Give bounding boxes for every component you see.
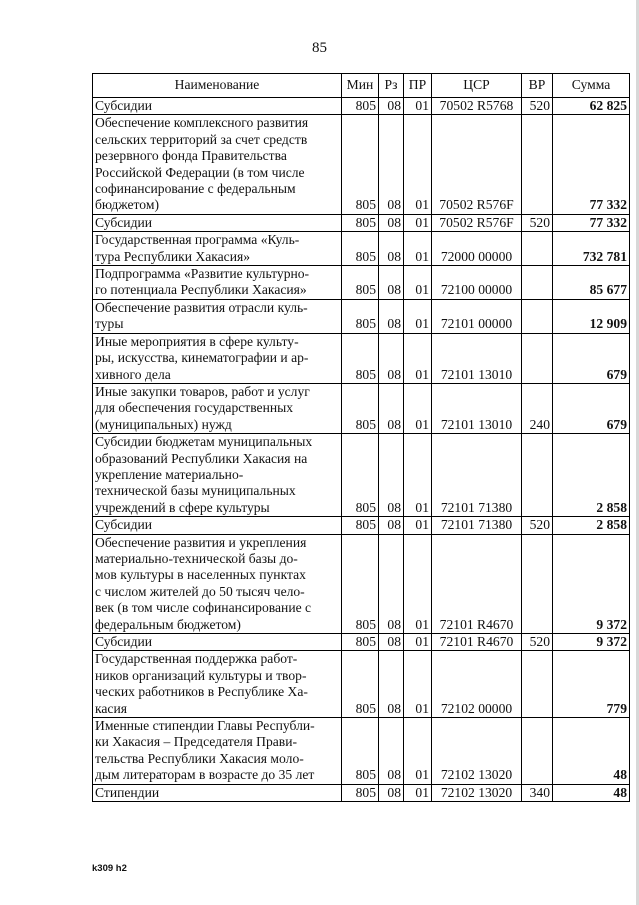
cell-min: 805 <box>342 784 379 801</box>
cell-vr <box>522 266 553 300</box>
table-row <box>93 232 630 266</box>
cell-vr <box>522 718 553 785</box>
cell-rz: 08 <box>379 534 404 633</box>
cell-vr <box>522 333 553 383</box>
cell-rz: 08 <box>379 434 404 517</box>
cell-vr <box>522 651 553 718</box>
cell-sum: 2 858 <box>553 434 630 517</box>
cell-rz: 08 <box>379 718 404 785</box>
cell-pr: 01 <box>404 383 432 433</box>
cell-pr: 01 <box>404 517 432 534</box>
cell-vr: 520 <box>522 634 553 651</box>
cell-rz: 08 <box>379 232 404 266</box>
cell-pr: 01 <box>404 634 432 651</box>
cell-csr: 72102 13020 <box>432 784 522 801</box>
table-row <box>93 634 630 651</box>
cell-sum: 77 332 <box>553 214 630 231</box>
table-header-row <box>93 74 630 98</box>
cell-sum: 2 858 <box>553 517 630 534</box>
cell-min: 805 <box>342 214 379 231</box>
cell-vr <box>522 299 553 333</box>
cell-pr: 01 <box>404 718 432 785</box>
cell-min: 805 <box>342 266 379 300</box>
cell-csr: 72102 00000 <box>432 651 522 718</box>
header-min: Мин <box>342 74 379 98</box>
cell-pr: 01 <box>404 299 432 333</box>
cell-name: Субсидии <box>93 517 342 534</box>
cell-pr: 01 <box>404 434 432 517</box>
cell-name: Стипендии <box>93 784 342 801</box>
cell-vr <box>522 115 553 214</box>
table-row <box>93 98 630 115</box>
cell-name: Иные закупки товаров, работ и услуг для обеспечения государственных (муниципальных) нужд <box>93 383 342 433</box>
header-vr: ВР <box>522 74 553 98</box>
cell-name: Субсидии <box>93 214 342 231</box>
cell-csr: 72101 R4670 <box>432 634 522 651</box>
cell-sum: 62 825 <box>553 98 630 115</box>
table-row <box>93 383 630 433</box>
table-row <box>93 434 630 517</box>
header-sum: Сумма <box>553 74 630 98</box>
cell-vr: 520 <box>522 517 553 534</box>
cell-csr: 72101 R4670 <box>432 534 522 633</box>
cell-pr: 01 <box>404 98 432 115</box>
header-name: Наименование <box>93 74 342 98</box>
table-row <box>93 784 630 801</box>
cell-name: Обеспечение комплексного развития сельских территорий за счет средств резервного фонда Правительства Российской Федерации (в том числе софинансирование с федеральным бюджетом) <box>93 115 342 214</box>
cell-rz: 08 <box>379 115 404 214</box>
cell-rz: 08 <box>379 98 404 115</box>
cell-sum: 12 909 <box>553 299 630 333</box>
cell-pr: 01 <box>404 651 432 718</box>
header-rz: Рз <box>379 74 404 98</box>
cell-min: 805 <box>342 634 379 651</box>
cell-vr: 340 <box>522 784 553 801</box>
budget-table <box>92 73 630 802</box>
header-pr: ПР <box>404 74 432 98</box>
cell-min: 805 <box>342 333 379 383</box>
table-row <box>93 214 630 231</box>
cell-rz: 08 <box>379 214 404 231</box>
table-row <box>93 333 630 383</box>
cell-csr: 70502 R576F <box>432 214 522 231</box>
cell-rz: 08 <box>379 299 404 333</box>
cell-rz: 08 <box>379 517 404 534</box>
cell-pr: 01 <box>404 115 432 214</box>
cell-sum: 48 <box>553 784 630 801</box>
table-row <box>93 651 630 718</box>
cell-vr: 520 <box>522 214 553 231</box>
table-row <box>93 718 630 785</box>
cell-sum: 679 <box>553 333 630 383</box>
cell-csr: 72101 71380 <box>432 517 522 534</box>
cell-min: 805 <box>342 232 379 266</box>
cell-vr <box>522 232 553 266</box>
cell-csr: 72100 00000 <box>432 266 522 300</box>
cell-sum: 732 781 <box>553 232 630 266</box>
cell-min: 805 <box>342 98 379 115</box>
cell-name: Государственная программа «Куль- тура Республики Хакасия» <box>93 232 342 266</box>
cell-pr: 01 <box>404 534 432 633</box>
table-row <box>93 517 630 534</box>
cell-name: Обеспечение развития и укрепления материально-технической базы до- мов культуры в населенных пунктах с числом жителей до 50 тысяч чело- век (в том числе софинансирование с федеральным бюджетом) <box>93 534 342 633</box>
cell-sum: 9 372 <box>553 634 630 651</box>
cell-name: Иные мероприятия в сфере культу- ры, искусства, кинематографии и ар- хивного дела <box>93 333 342 383</box>
page-number: 85 <box>312 40 327 56</box>
cell-rz: 08 <box>379 333 404 383</box>
cell-pr: 01 <box>404 232 432 266</box>
cell-min: 805 <box>342 517 379 534</box>
cell-name: Подпрограмма «Развитие культурно- го потенциала Республики Хакасия» <box>93 266 342 300</box>
cell-csr: 72102 13020 <box>432 718 522 785</box>
cell-min: 805 <box>342 534 379 633</box>
cell-csr: 70502 R576F <box>432 115 522 214</box>
footer-code: k309 h2 <box>92 863 127 874</box>
cell-min: 805 <box>342 115 379 214</box>
cell-name: Именные стипендии Главы Республи- ки Хакасия – Председателя Прави- тельства Республики Хакасия моло- дым литераторам в возрасте до 35 лет <box>93 718 342 785</box>
cell-name: Обеспечение развития отрасли куль- туры <box>93 299 342 333</box>
cell-vr: 520 <box>522 98 553 115</box>
cell-rz: 08 <box>379 784 404 801</box>
cell-csr: 72101 00000 <box>432 299 522 333</box>
cell-rz: 08 <box>379 383 404 433</box>
table-row <box>93 115 630 214</box>
cell-min: 805 <box>342 651 379 718</box>
cell-csr: 72101 71380 <box>432 434 522 517</box>
cell-rz: 08 <box>379 266 404 300</box>
cell-csr: 70502 R5768 <box>432 98 522 115</box>
cell-sum: 48 <box>553 718 630 785</box>
header-csr: ЦСР <box>432 74 522 98</box>
table-row <box>93 266 630 300</box>
cell-csr: 72101 13010 <box>432 383 522 433</box>
cell-name: Субсидии бюджетам муниципальных образований Республики Хакасия на укрепление материально- технической базы муниципальных учреждений в сфере культуры <box>93 434 342 517</box>
table-row <box>93 534 630 633</box>
cell-sum: 679 <box>553 383 630 433</box>
cell-name: Субсидии <box>93 98 342 115</box>
cell-rz: 08 <box>379 651 404 718</box>
cell-csr: 72000 00000 <box>432 232 522 266</box>
cell-csr: 72101 13010 <box>432 333 522 383</box>
cell-sum: 85 677 <box>553 266 630 300</box>
cell-pr: 01 <box>404 784 432 801</box>
cell-vr <box>522 534 553 633</box>
cell-min: 805 <box>342 299 379 333</box>
cell-name: Государственная поддержка работ- ников организаций культуры и твор- ческих работников в Республике Ха- касия <box>93 651 342 718</box>
cell-rz: 08 <box>379 634 404 651</box>
cell-vr: 240 <box>522 383 553 433</box>
cell-vr <box>522 434 553 517</box>
cell-pr: 01 <box>404 333 432 383</box>
cell-min: 805 <box>342 383 379 433</box>
cell-min: 805 <box>342 434 379 517</box>
cell-sum: 77 332 <box>553 115 630 214</box>
table-row <box>93 299 630 333</box>
cell-name: Субсидии <box>93 634 342 651</box>
cell-sum: 9 372 <box>553 534 630 633</box>
cell-pr: 01 <box>404 214 432 231</box>
cell-sum: 779 <box>553 651 630 718</box>
cell-min: 805 <box>342 718 379 785</box>
cell-pr: 01 <box>404 266 432 300</box>
